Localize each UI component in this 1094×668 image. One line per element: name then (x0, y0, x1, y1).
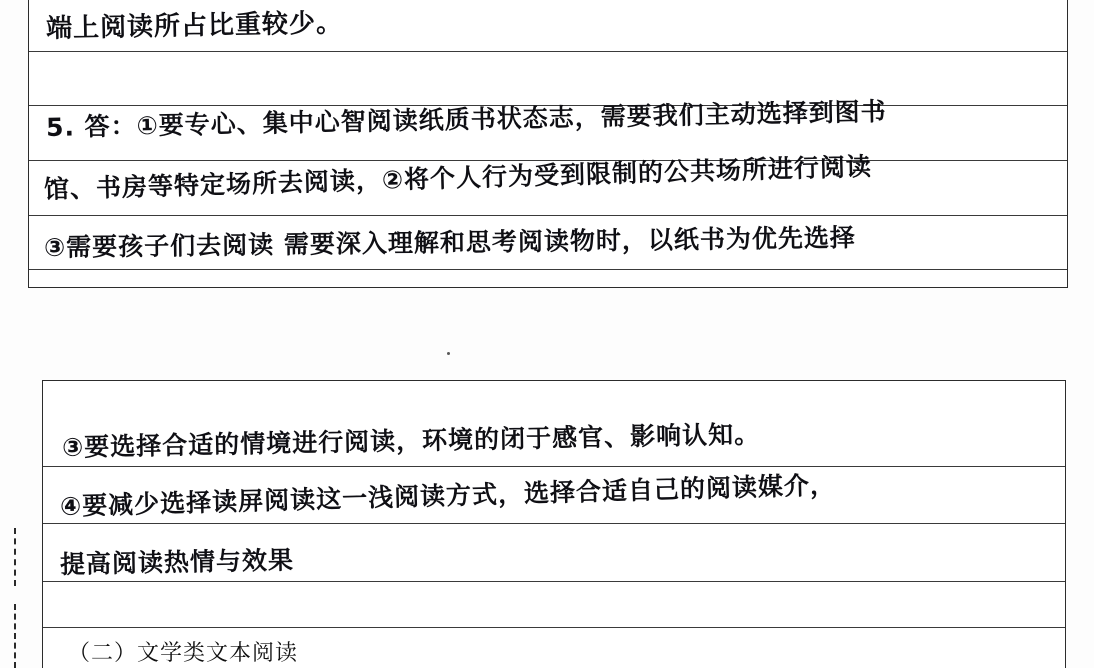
pencil-speck (447, 352, 450, 355)
handwritten-line: ③要选择合适的情境进行阅读，环境的闭于感官、影响认知。 (61, 419, 761, 462)
rule-line (29, 215, 1067, 216)
rule-line (29, 51, 1067, 52)
handwritten-line: ③需要孩子们去阅读 需要深入理解和思考阅读物时，以纸书为优先选择 (43, 223, 857, 262)
rule-line (43, 581, 1065, 582)
binding-dash-mark (14, 528, 16, 586)
handwritten-line: 提高阅读热情与效果 (59, 545, 295, 579)
handwritten-line: ④要减少选择读屏阅读这一浅阅读方式，选择合适自己的阅读媒介， (59, 470, 837, 521)
printed-section-heading: （二）文学类文本阅读 (68, 640, 299, 665)
rule-line (43, 466, 1065, 467)
binding-dash-mark (14, 604, 16, 668)
rule-line (43, 627, 1065, 628)
handwritten-line: 端上阅读所占比重较少。 (45, 8, 344, 44)
handwritten-line: 馆、书房等特定场所去阅读，②将个人行为受到限制的公共场所进行阅读 (43, 151, 873, 204)
rule-line (29, 269, 1067, 270)
rule-line (43, 523, 1065, 524)
handwritten-line: 5. 答：①要专心、集中心智阅读纸质书状态志，需要我们主动选择到图书 (45, 96, 887, 142)
